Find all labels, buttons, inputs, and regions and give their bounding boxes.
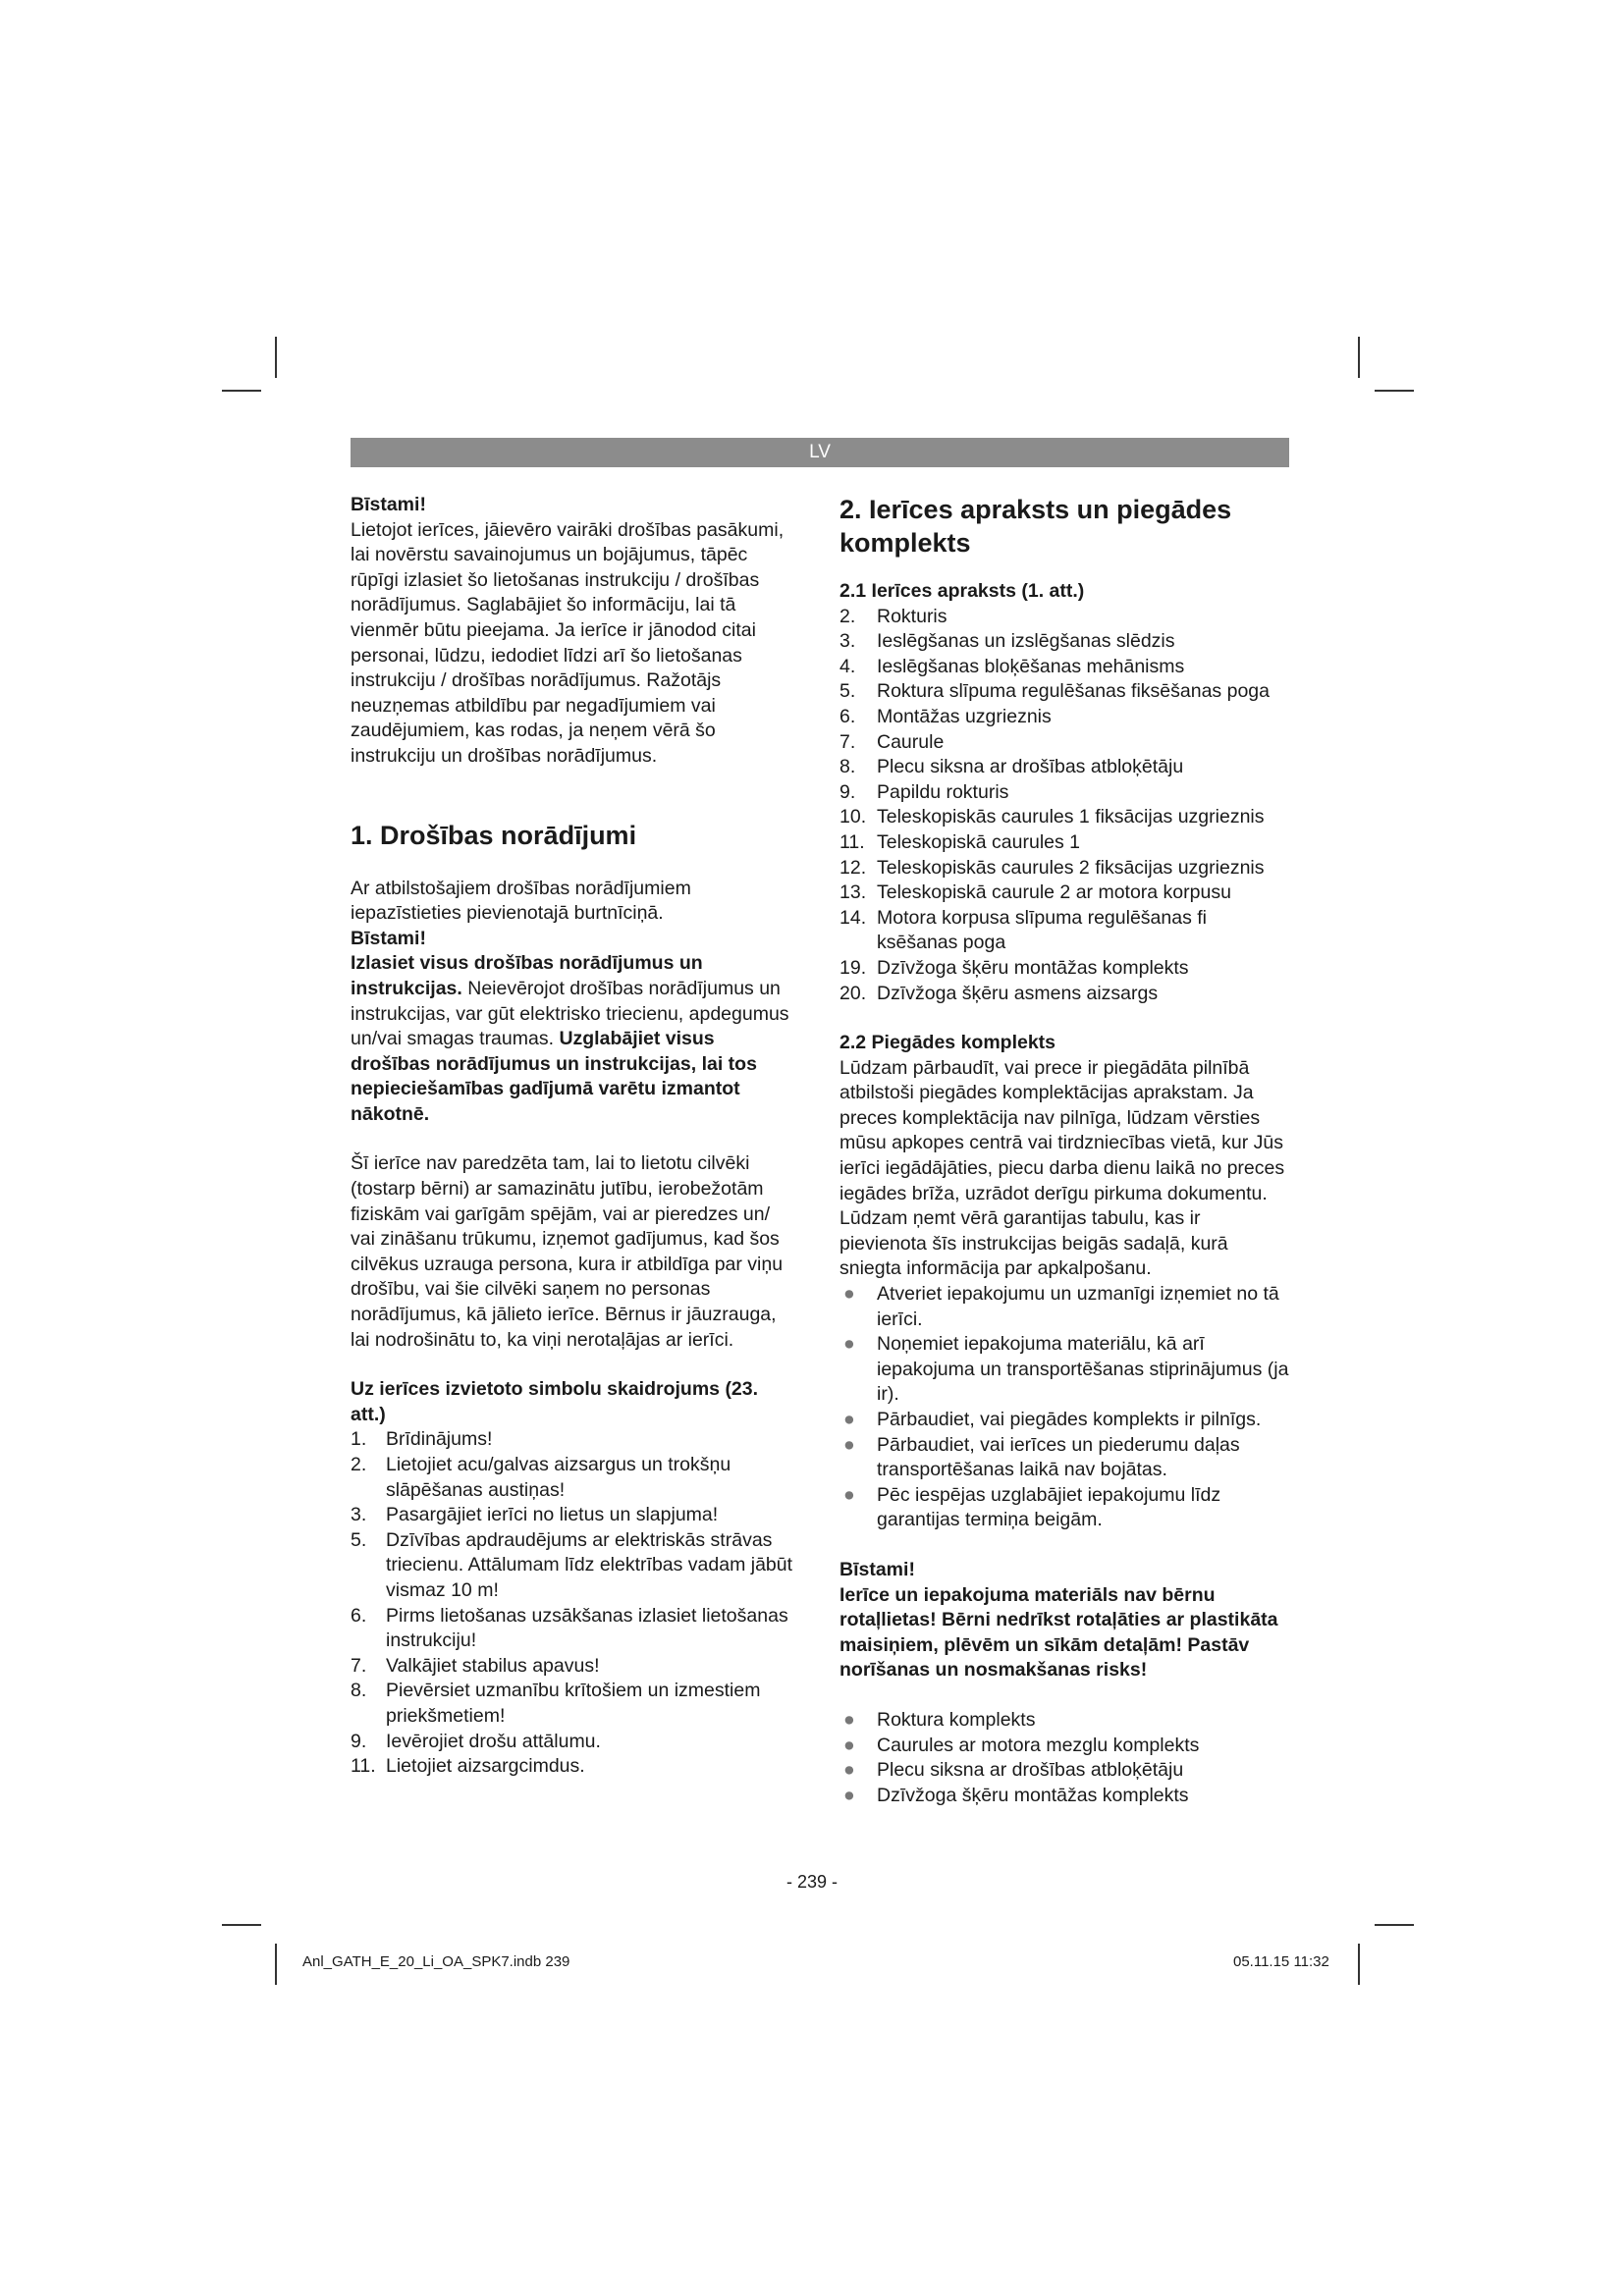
warning-title: Bīstami!	[351, 494, 426, 515]
section-1-heading: 1. Drošības norādījumi	[351, 820, 637, 850]
list-item: ● Pārbaudiet, vai piegādes komplekts ir pilnīgs.	[839, 1408, 1291, 1433]
left-column	[351, 493, 797, 1780]
subsection-2-2-heading: 2.2 Piegādes komplekts	[839, 1032, 1056, 1054]
crop-mark	[1358, 1944, 1360, 1985]
list-item: ● Plecu siksna ar drošības atbloķētāju	[839, 1758, 1291, 1784]
safety-warning-text	[351, 951, 797, 1127]
bullet-icon: ●	[843, 1759, 855, 1782]
list-item: 5. Roktura slīpuma regulēšanas fiksēšanas poga	[839, 680, 1270, 703]
crop-mark	[222, 1924, 261, 1926]
package-contents-list	[839, 1708, 1291, 1808]
bullet-icon: ●	[843, 1409, 855, 1430]
bullet-icon: ●	[843, 1483, 855, 1506]
bullet-icon: ●	[843, 1333, 855, 1356]
crop-mark	[275, 1944, 277, 1985]
warning-text: Lietojot ierīces, jāievēro vairāki drošības pasākumi, lai novērstu savainojumus un bojājumus, tāpēc rūpīgi izlasiet šo lietošanas instrukciju / drošības norādījumus. Saglabājiet šo informāciju, lai tā vienmēr būtu pieejama. Ja ierīce ir jānodod citai personai, lūdzu, iedodiet līdzi arī šo lietošanas instrukciju / drošības norādījumus. Ražotājs neuzņemas atbildību par negadījumiem vai zaudējumiem, kas rodas, ja neņem vērā šo instrukciju un drošības norādījumus.	[351, 518, 785, 767]
bullet-icon: ●	[843, 1784, 855, 1806]
page-number: - 239 -	[785, 1872, 839, 1892]
crop-mark	[1358, 337, 1360, 378]
list-item: 10. Teleskopiskās caurules 1 fiksācijas uzgrieznis	[839, 806, 1265, 828]
list-item: 2. Rokturis	[839, 605, 947, 627]
subsection-2-1-heading: 2.1 Ierīces apraksts (1. att.)	[839, 580, 1085, 602]
warning-bold-text: Izlasiet visus drošības norādījumus un instrukcijas.	[351, 952, 703, 999]
bullet-icon: ●	[843, 1708, 855, 1731]
warning-bold-text: Uzglabājiet visus drošības norādījumus un instrukcijas, lai tos nepieciešamības gadījumā varētu izmantot nākotnē.	[351, 1028, 757, 1125]
children-warning-text: Ierīce un iepakojuma materiāls nav bērnu rotaļlietas! Bērni nedrīkst rotaļāties ar plastikāta maisiņiem, plēvēm un sīkām detaļām! Pastāv norīšanas un nosmakšanas risks!	[839, 1583, 1278, 1682]
list-item: ● Noņemiet iepakojuma materiālu, kā arī iepakojuma un transportēšanas stiprinājumus (ja ir).	[843, 1333, 1289, 1406]
safety-intro: Ar atbilstošajiem drošības norādījumiem iepazīstieties pievienotajā burtnīciņā.	[351, 877, 691, 925]
delivery-checklist	[839, 1282, 1291, 1533]
list-item: 14. Motora korpusa slīpuma regulēšanas fi ksēšanas poga	[839, 906, 1208, 954]
list-item: 3. Ieslēgšanas un izslēgšanas slēdzis	[839, 630, 1175, 653]
delivery-paragraph: Lūdzam pārbaudīt, vai prece ir piegādāta pilnībā atbilstoši piegādes komplektācijas aprakstam. Ja preces komplektācija nav pilnīga, lūdzam vērsties mūsu apkopes centrā vai tirdzniecības vietā, kur Jūs ierīci iegādājāties, piecu darba dienu laikā no preces iegādes brīža, uzrādot derīgu pirkuma dokumentu. Lūdzam ņemt vērā garantijas tabulu, kas ir pievienota šīs instrukcijas beigās sadaļā, kurā sniegta informācija par apkalpošanu.	[839, 1056, 1285, 1280]
list-item: 12. Teleskopiskās caurules 2 fiksācijas uzgrieznis	[839, 856, 1265, 879]
symbols-list	[351, 1427, 797, 1779]
children-paragraph: Šī ierīce nav paredzēta tam, lai to lietotu cilvēki (tostarp bērni) ar samazinātu jutību, ierobežotām fiziskām vai garīgām spējām, vai ar pieredzes un/ vai zināšanu trūkumu, izņemot gadījumus, kad šos cilvēkus uzrauga persona, kura ir atbildīga par viņu drošību, vai šie cilvēki saņem no personas norādījumus, kā jālieto ierīce. Bērnus ir jāuzrauga, lai nodrošinātu to, ka viņi nerotaļājas ar ierīci.	[351, 1152, 784, 1351]
list-item: 19. Dzīvžoga šķēru montāžas komplekts	[839, 956, 1189, 979]
warning-title: Bīstami!	[839, 1558, 915, 1580]
language-header-band	[351, 438, 1289, 467]
list-item: 9. Ievērojiet drošu attālumu.	[351, 1730, 601, 1752]
right-column	[839, 493, 1291, 1808]
list-item: 11. Lietojiet aizsargcimdus.	[351, 1755, 585, 1778]
list-item: 3. Pasargājiet ierīci no lietus un slapjuma!	[351, 1504, 719, 1526]
list-item: 2. Lietojiet acu/galvas aizsargus un trokšņu slāpēšanas austiņas!	[351, 1454, 731, 1501]
symbols-heading: Uz ierīces izvietoto simbolu skaidrojums (23. att.)	[351, 1378, 759, 1425]
list-item: ● Atveriet iepakojumu un uzmanīgi izņemiet no tā ierīci.	[843, 1283, 1279, 1330]
list-item: 5. Dzīvības apdraudējums ar elektriskās strāvas triecienu. Attālumam līdz elektrības vadam jābūt vismaz 10 m!	[351, 1528, 793, 1601]
list-item: 9. Papildu rokturis	[839, 780, 1009, 803]
parts-list	[839, 605, 1291, 1007]
warning-title: Bīstami!	[351, 927, 426, 949]
list-item: ● Caurules ar motora mezglu komplekts	[839, 1734, 1291, 1759]
list-item: 6. Pirms lietošanas uzsākšanas izlasiet lietošanas instrukciju!	[351, 1604, 788, 1652]
list-item: 8. Plecu siksna ar drošības atbloķētāju	[839, 756, 1184, 778]
list-item: 20. Dzīvžoga šķēru asmens aizsargs	[839, 982, 1159, 1004]
list-item: 7. Caurule	[839, 730, 945, 753]
list-item: 13. Teleskopiskā caurule 2 ar motora korpusu	[839, 881, 1231, 904]
list-item: ● Dzīvžoga šķēru montāžas komplekts	[839, 1784, 1291, 1809]
print-file-name: Anl_GATH_E_20_Li_OA_SPK7.indb 239	[302, 1953, 570, 1970]
section-2-heading: 2. Ierīces apraksts un piegādes komplekts	[839, 495, 1232, 558]
list-item: 11. Teleskopiskā caurules 1	[839, 830, 1081, 853]
list-item: ● Roktura komplekts	[839, 1708, 1291, 1734]
bullet-icon: ●	[843, 1734, 855, 1756]
crop-mark	[275, 337, 277, 378]
language-code: LV	[809, 442, 831, 462]
crop-mark	[1375, 390, 1414, 392]
print-date: 05.11.15 11:32	[1233, 1953, 1329, 1970]
bullet-icon: ●	[843, 1433, 855, 1456]
list-item: 6. Montāžas uzgrieznis	[839, 705, 1052, 727]
list-item: ● Pārbaudiet, vai ierīces un piederumu daļas transportēšanas laikā nav bojātas.	[843, 1433, 1240, 1481]
list-item: 8. Pievērsiet uzmanību krītošiem un izmestiem priekšmetiem!	[351, 1680, 761, 1727]
list-item: 4. Ieslēgšanas bloķēšanas mehānisms	[839, 655, 1185, 677]
list-item: 7. Valkājiet stabilus apavus!	[351, 1654, 600, 1677]
crop-mark	[222, 390, 261, 392]
crop-mark	[1375, 1924, 1414, 1926]
warning-text: Neievērojot drošības norādījumus un instrukcijas, var gūt elektrisko triecienu, apdegumus un/vai smagas traumas.	[351, 977, 789, 1050]
list-item: 1. Brīdinājums!	[351, 1428, 493, 1451]
bullet-icon: ●	[843, 1283, 855, 1306]
list-item: ● Pēc iespējas uzglabājiet iepakojumu līdz garantijas termiņa beigām.	[843, 1483, 1221, 1531]
